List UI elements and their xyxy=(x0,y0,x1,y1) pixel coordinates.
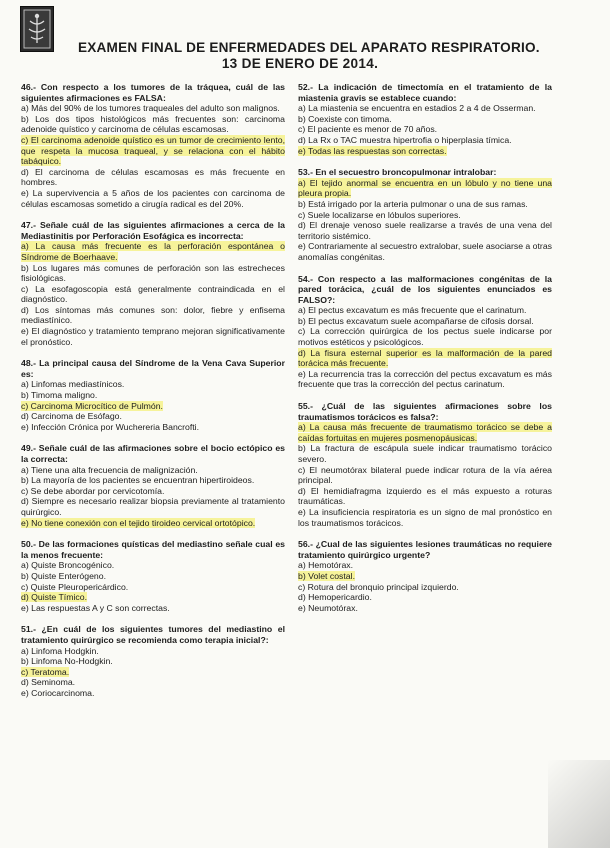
answer-option-text: b) Linfoma No-Hodgkin. xyxy=(21,656,113,667)
question-text: 49.- Señale cuál de las afirmaciones sobre el bocio ectópico es la correcta: xyxy=(21,443,285,464)
answer-option xyxy=(298,326,552,347)
answer-option-text: c) Quiste Pleuropericárdico. xyxy=(21,581,129,592)
answer-option-text: e) Coriocarcinoma. xyxy=(21,687,95,698)
question-text: 47.- Señale cuál de las siguientes afirmaciones a cerca de la Mediastinitis por Perforación Esofágica es incorrecta: xyxy=(21,220,285,241)
answer-option-text: a) El tejido anormal se encuentra en un lóbulo y no tiene una pleura propia. xyxy=(298,177,552,199)
left-column xyxy=(21,82,285,709)
answer-option-highlighted xyxy=(298,348,552,369)
question-text: 52.- La indicación de timectomía en el tratamiento de la miastenia gravis se establece cuando: xyxy=(298,82,552,103)
answer-option-text: a) La causa más frecuente de traumatismo torácico se debe a caídas fortuitas en mujeres posmenopáusicas. xyxy=(298,422,552,443)
answer-option xyxy=(298,369,552,390)
answer-option-text: e) Neumotórax. xyxy=(298,602,358,613)
answer-option xyxy=(21,656,285,667)
answer-option-text: c) Rotura del bronquio principal izquierdo. xyxy=(298,581,459,592)
question xyxy=(298,82,552,156)
answer-option-text: c) El neumotórax bilateral puede indicar rotura de la vía aérea principal. xyxy=(298,464,552,486)
answer-option xyxy=(298,241,552,262)
question xyxy=(298,539,552,613)
answer-option xyxy=(21,486,285,497)
answer-option xyxy=(298,114,552,125)
exam-date: 13 DE ENERO DE 2014. xyxy=(221,56,379,71)
answer-option-text: c) La esofagoscopia está generalmente contraindicada en el diagnóstico. xyxy=(21,283,285,305)
answer-option xyxy=(21,167,285,188)
answer-option xyxy=(298,135,552,146)
answer-option-text: a) Hemotórax. xyxy=(298,560,354,571)
answer-option-text: e) No tiene conexión con el tejido tiroideo cervical ortotópico. xyxy=(21,517,256,528)
answer-option-text: a) Más del 90% de los tumores traqueales del adulto son malignos. xyxy=(21,103,280,114)
answer-option xyxy=(21,646,285,657)
answer-option xyxy=(21,411,285,422)
question-text: 54.- Con respecto a las malformaciones congénitas de la pared torácica, ¿cuál de los siguientes enunciados es FALSO?: xyxy=(298,273,552,305)
answer-option xyxy=(21,188,285,209)
answer-option-highlighted xyxy=(298,422,552,443)
answer-option-text: b) La mayoría de los pacientes se encuentran hipertiroideos. xyxy=(21,475,255,486)
answer-option-text: b) Timoma maligno. xyxy=(21,390,98,401)
answer-option xyxy=(298,305,552,316)
answer-option-text: a) El pectus excavatum es más frecuente que el carinatum. xyxy=(298,305,527,316)
answer-option-text: d) El carcinoma de células escamosas es más frecuente en hombres. xyxy=(21,166,285,188)
answer-option-text: d) Carcinoma de Esófago. xyxy=(21,411,122,422)
answer-option-highlighted xyxy=(298,146,552,157)
answer-option xyxy=(298,582,552,593)
answer-option xyxy=(298,592,552,603)
answer-option xyxy=(21,496,285,517)
question-text: 50.- De las formaciones quísticas del mediastino señale cual es la menos frecuente: xyxy=(21,539,285,560)
answer-option xyxy=(298,316,552,327)
answer-option-text: e) La insuficiencia respiratoria es un signo de mal pronóstico en los traumatismos torácicos. xyxy=(298,506,552,528)
answer-option xyxy=(298,210,552,221)
answer-option xyxy=(21,603,285,614)
answer-option-text: a) Quiste Broncogénico. xyxy=(21,560,115,571)
answer-option xyxy=(21,103,285,114)
scan-shadow xyxy=(548,760,610,848)
answer-option-text: a) Tiene una alta frecuencia de malignización. xyxy=(21,464,198,475)
answer-option xyxy=(298,220,552,241)
university-crest-icon xyxy=(20,6,54,52)
answer-option-text: d) Los síntomas más comunes son: dolor, fiebre y enfisema mediastínico. xyxy=(21,304,285,326)
answer-option xyxy=(21,560,285,571)
answer-option-text: b) La fractura de escápula suele indicar traumatismo torácico severo. xyxy=(298,443,552,464)
question xyxy=(21,358,285,432)
answer-option-text: b) El pectus excavatum suele acompañarse de cifosis dorsal. xyxy=(298,315,534,326)
answer-option-text: e) Las respuestas A y C son correctas. xyxy=(21,602,170,613)
answer-option xyxy=(21,677,285,688)
answer-option-text: e) Infección Crónica por Wuchereria Bancrofti. xyxy=(21,421,200,432)
question xyxy=(298,401,552,528)
answer-option-text: d) Quiste Tímico. xyxy=(21,592,87,603)
answer-option-text: e) La recurrencia tras la corrección del pectus excavatum es más frecuente que tras la corrección del pectus carinatum. xyxy=(298,368,552,390)
answer-option-text: c) Se debe abordar por cervicotomía. xyxy=(21,485,165,496)
answer-option xyxy=(21,326,285,347)
answer-option xyxy=(21,390,285,401)
answer-option-text: c) Teratoma. xyxy=(21,666,70,677)
exam-title: EXAMEN FINAL DE ENFERMEDADES DEL APARATO RESPIRATORIO. xyxy=(78,40,540,55)
answer-option-text: d) Seminoma. xyxy=(21,677,76,688)
question xyxy=(21,82,285,209)
answer-option-text: b) Los lugares más comunes de perforación son las estrecheces fisiológicas. xyxy=(21,262,285,284)
right-column xyxy=(298,82,552,624)
answer-option xyxy=(21,475,285,486)
question-text: 55.- ¿Cuál de las siguientes afirmaciones sobre los traumatismos torácicos es falsa?: xyxy=(298,401,552,422)
answer-option xyxy=(298,560,552,571)
answer-option xyxy=(21,114,285,135)
answer-option xyxy=(21,465,285,476)
answer-option-text: d) La fisura esternal superior es la malformación de la pared torácica más frecuente. xyxy=(298,347,552,369)
answer-option xyxy=(21,284,285,305)
answer-option-highlighted xyxy=(21,667,285,678)
answer-option xyxy=(298,507,552,528)
answer-option xyxy=(21,305,285,326)
answer-option-text: c) La corrección quirúrgica de los pectus suele indicarse por motivos estéticos y psicológicos. xyxy=(298,326,552,348)
answer-option xyxy=(298,199,552,210)
answer-option xyxy=(298,443,552,464)
question xyxy=(298,274,552,391)
answer-option-text: a) La miastenia se encuentra en estadios 2 a 4 de Osserman. xyxy=(298,103,536,114)
answer-option xyxy=(21,571,285,582)
answer-option-highlighted xyxy=(298,178,552,199)
answer-option-text: d) La Rx o TAC muestra hipertrofia o hiperplasia tímica. xyxy=(298,134,512,145)
answer-option-text: d) El hemidiafragma izquierdo es el más expuesto a roturas traumáticas. xyxy=(298,485,552,507)
answer-option xyxy=(298,465,552,486)
answer-option xyxy=(21,582,285,593)
answer-option xyxy=(298,103,552,114)
answer-option-text: b) Coexiste con timoma. xyxy=(298,113,392,124)
question-text: 51.- ¿En cuál de los siguientes tumores del mediastino el tratamiento quirúrgico se recomienda como terapia inicial?: xyxy=(21,624,285,645)
answer-option-highlighted xyxy=(21,592,285,603)
question-text: 56.- ¿Cual de las siguientes lesiones traumáticas no requiere tratamiento quirúrgico urgente? xyxy=(298,539,552,560)
answer-option-highlighted xyxy=(21,518,285,529)
question xyxy=(21,624,285,698)
answer-option xyxy=(298,124,552,135)
answer-option-text: e) La supervivencia a 5 años de los pacientes con carcinoma de células escamosas sometido a cirugía radical es del 20%. xyxy=(21,187,285,209)
answer-option-highlighted xyxy=(21,135,285,167)
answer-option-text: e) Todas las respuestas son correctas. xyxy=(298,145,447,156)
answer-option-text: e) Contrariamente al secuestro extralobar, suele asociarse a otras anomalías congénitas. xyxy=(298,241,552,262)
answer-option-text: c) El carcinoma adenoide quístico es un tumor de crecimiento lento, que respeta la mucosa traqueal, y se relaciona con el hábito tabáquico. xyxy=(21,134,285,167)
answer-option-text: b) Quiste Enterógeno. xyxy=(21,570,106,581)
question xyxy=(298,167,552,262)
answer-option-text: b) Los dos tipos histológicos más frecuentes son: carcinoma adenoide quístico y carcinoma de células escamosas. xyxy=(21,113,285,135)
answer-option-highlighted xyxy=(298,571,552,582)
answer-option-text: a) La causa más frecuente es la perforación espontánea o Síndrome de Boerhaave. xyxy=(21,241,285,262)
answer-option-text: a) Linfoma Hodgkin. xyxy=(21,645,99,656)
answer-option xyxy=(21,688,285,699)
answer-option-highlighted xyxy=(21,401,285,412)
question xyxy=(21,220,285,347)
answer-option-text: c) Carcinoma Microcítico de Pulmón. xyxy=(21,400,163,411)
answer-option-text: c) Suele localizarse en lóbulos superiores. xyxy=(298,209,461,220)
answer-option xyxy=(298,486,552,507)
question-text: 53.- En el secuestro broncopulmonar intralobar: xyxy=(298,167,497,178)
answer-option xyxy=(298,603,552,614)
answer-option-text: d) Hemopericardio. xyxy=(298,592,372,603)
answer-option xyxy=(21,263,285,284)
answer-option-text: b) Está irrigado por la arteria pulmonar o una de sus ramas. xyxy=(298,198,528,209)
answer-option xyxy=(21,379,285,390)
answer-option-highlighted xyxy=(21,241,285,262)
answer-option xyxy=(21,422,285,433)
answer-option-text: d) El drenaje venoso suele realizarse a través de una vena del territorio sistémico. xyxy=(298,220,552,241)
answer-option-text: b) Volet costal. xyxy=(298,570,355,581)
question-text: 46.- Con respecto a los tumores de la tráquea, cuál de las siguientes afirmaciones es FALSA: xyxy=(21,82,285,103)
question xyxy=(21,539,285,613)
answer-option-text: e) El diagnóstico y tratamiento temprano mejoran significativamente el pronóstico. xyxy=(21,326,285,347)
question-text: 48.- La principal causa del Síndrome de la Vena Cava Superior es: xyxy=(21,358,285,379)
answer-option-text: c) El paciente es menor de 70 años. xyxy=(298,124,438,135)
question xyxy=(21,443,285,528)
answer-option-text: d) Siempre es necesario realizar biopsia previamente al tratamiento quirúrgico. xyxy=(21,496,285,517)
answer-option-text: a) Linfomas mediastínicos. xyxy=(21,379,125,390)
